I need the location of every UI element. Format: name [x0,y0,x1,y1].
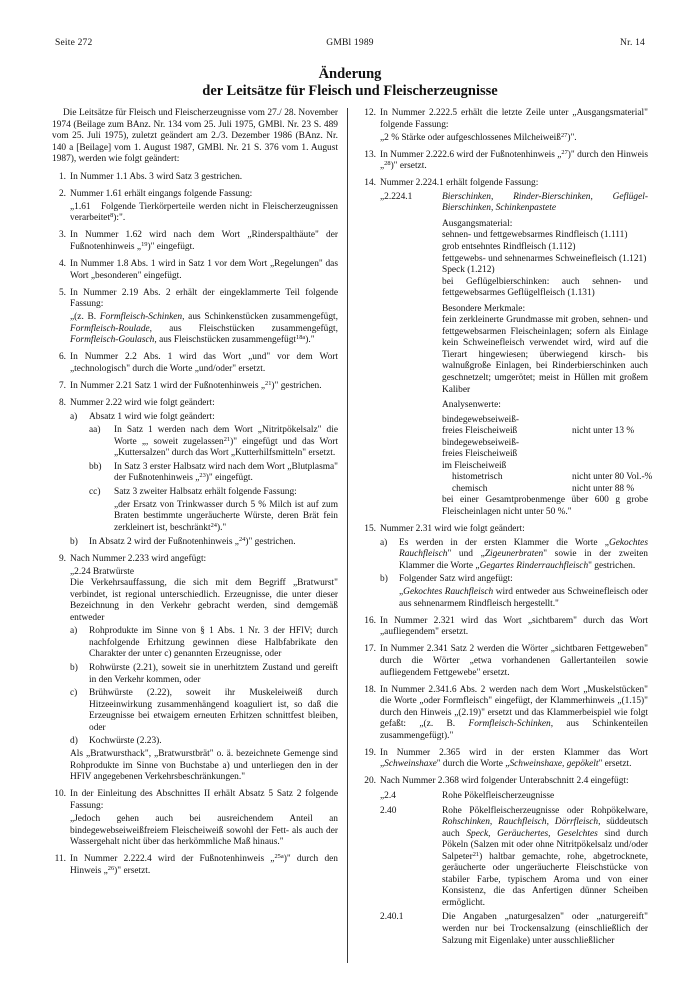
definition-heading-row [380,192,648,215]
numbered-item [52,172,338,184]
item-text: Nach Nummer 2.368 wird folgender Unterabschnitt 2.4 eingefügt: [380,776,629,787]
sub-item-text: Folgender Satz wird angefügt: [399,574,513,585]
quoted-intro: Die Verkehrsauffassung, die sich mit dem Begriff „Bratwurst" verbindet, ist regional unterschiedlich. Erzeugnisse, die unter dieser Bezeichnung in den Verkehr gebracht werden, sind demgemäß entweder [70,578,338,623]
item-text: In Nummer 2.341 Satz 2 werden die Wörter „sichtbaren Fettgeweben" durch die Wörter „etwa vorhandenen Gallertanteilen sowie aufliegendem Fettgewebe" ersetzt. [380,644,648,678]
sub-item-text: Es werden in der ersten Klammer die Worte „Gekochtes Rauchfleisch" und „Zigeunerbraten" sowie in der zweiten Klammer die Worte „Gegartes Rinderrauchfleisch" gestrichen. [399,537,648,571]
item-number: 12. [364,108,376,118]
numbered-item [52,854,338,877]
numbered-item [362,178,653,518]
item-text: In Nummer 1.1 Abs. 3 wird Satz 3 gestrichen. [70,171,243,182]
item-number: 9. [58,553,66,564]
analysenwerte-value: nicht unter 88 % [572,483,635,494]
analysenwerte-row [442,426,648,438]
item-number: 18. [364,684,376,695]
provision-number: „1.61 [70,201,91,212]
item-number: 7. [58,380,66,391]
sub-item [70,736,338,748]
item-number: 1. [58,171,66,182]
item-text: In Nummer 2.365 wird in der ersten Klammer das Wort „Schweinshaxe" durch die Worte „Schweinshaxe, gepökelt" ersetzt. [380,747,648,770]
definition-title: Bierschinken, Rinder-Bierschinken, Geflügel-Bierschinken, Schinkenpastete [442,191,648,214]
item-text: In Nummer 2.2 Abs. 1 wird das Wort „und" vor dem Wort „technologisch" durch die Worte „und/oder" ersetzt. [70,352,338,374]
sub-item [380,538,648,573]
item-number: 13. [364,149,376,160]
left-column [52,108,338,968]
item-number: 5. [58,287,66,298]
sub-item-text: Rohwürste (2.21), soweit sie in unerhitztem Zustand und gereift in den Verkehr kommen, oder [89,662,338,685]
item-text: In Nummer 2.321 wird das Wort „sichtbarem" durch das Wort „aufliegendem" ersetzt. [380,615,648,638]
ausgangsmaterial-line: sehnen- und fettgewebsarmes Rindfleisch (1.111) [442,230,628,241]
item-number: 2. [58,188,66,199]
item-number: 14. [364,178,376,189]
sub-sub-item-label: cc) [89,486,101,497]
sub-item [70,412,338,535]
sub-item-text: Rohprodukte im Sinne von § 1 Abs. 1 Nr. 3 der HFlV; durch nachfolgende Erhitzung gewinnen diese Halbfabrikate den Charakter der unter c) genannten Erzeugnisse, oder [89,626,338,660]
subsection-entry [380,806,648,910]
quoted-provision: „Jedoch gehen auch bei ausreichendem Anteil an bindegewebseiweißfreiem Fleischeiweiß sowohl der Fett- als auch der Wassergehalt nicht über das herkömmliche Maß hinaus." [70,814,338,848]
numbered-item [52,259,338,282]
sub-sub-item-text: In Satz 1 werden nach dem Wort „Nitritpökelsalz" die Worte „, soweit zugelassen$^{21}$)" eingefügt und das Wort „Kuttersalzen" durch das Wort „Kutterhilfsmitteln" ersetzt. [114,425,338,459]
column-divider [347,108,348,963]
entry-number: 2.40 [380,805,397,816]
definition-number: „2.224.1 [380,191,413,202]
analysenwerte-row [442,415,648,427]
issue-number: Nr. 14 [620,38,645,48]
sub-sub-item-text: Satz 3 zweiter Halbsatz erhält folgende Fassung: [114,486,297,497]
sub-sub-item [89,462,338,485]
analysenwerte-label: histometrisch [452,472,503,483]
analysenwerte-row [442,461,648,473]
ausgangsmaterial-line: grob entsehntes Rindfleisch (1.112) [442,241,576,252]
entry-text: Die Angaben „naturgesalzen" oder „naturgereift" werden nur bei Trockensalzung (einschließlich der Salzung mit Eigenlake) unter ausschließlicher [442,912,648,946]
ausgangsmaterial-line: Speck (1.212) [442,265,495,276]
numbered-item [52,789,338,848]
lead-paragraph: Die Leitsätze für Fleisch und Fleischerzeugnisse vom 27./ 28. November 1974 (Beilage zum BAnz. Nr. 134 vom 25. Juli 1975, GMBl. Nr. 23 S. 489 vom 25. Juli 1975), zuletzt geändert am 2./3. Dezember 1986 (BAnz. Nr. 140 a [Beilage] vom 1. August 1987, GMBl. Nr. 21 S. 376 vom 1. August 1987), werden wie folgt geändert: [52,108,338,165]
item-number: 4. [58,259,66,270]
item-text: Nummer 2.224.1 erhält folgende Fassung: [380,178,539,189]
ausgangsmaterial-line: bei Geflügelbierschinken: auch sehnen- und fettgewebsarmes Geflügelfleisch (1.131) [442,276,648,299]
sub-item [70,663,338,686]
analysen-tail: bei einer Gesamtprobenmenge über 600 g grobe Fleischeinlagen nicht unter 50 %." [442,495,648,517]
sub-item-label: a) [70,626,78,637]
subsection-entries [380,791,648,947]
entry-text: Rohe Pökelfleischerzeugnisse [442,790,555,801]
ausgangsmaterial-heading: Ausgangsmaterial: [442,218,513,229]
item-number: 6. [58,352,66,363]
quoted-provision: „der Ersatz von Trinkwasser durch 5 % Milch ist auf zum Braten bestimmte ungeräucherte Würste, deren Brät fein zerkleinert ist, beschränkt$^{24}$)." [114,499,338,533]
quoted-provision: „(z. B. Formfleisch-Schinken, aus Schinkenstücken zusammengefügt, Formfleisch-Roulade, aus Fleischstücken zusammengefügt, Formfleisch-Goulasch, aus Fleischstücken zusammengefügt$^{18a}$)." [70,312,338,346]
item-text: Nummer 1.61 erhält eingangs folgende Fassung: [70,188,253,199]
journal-title: GMBl 1989 [326,38,374,48]
analysenwerte-label: chemisch [452,483,488,494]
numbered-item [52,288,338,347]
entry-number: „2.4 [380,790,396,801]
sub-sub-item-text: In Satz 3 erster Halbsatz wird nach dem Wort „Blutplasma" der Fußnotenhinweis „$^{23}$)" eingefügt. [114,461,338,484]
item-text: Nach Nummer 2.233 wird angefügt: [70,553,207,564]
sub-item-label: d) [70,736,78,747]
definition-block [380,191,653,519]
numbered-item [362,616,648,639]
ausgangsmaterial-line: fettgewebs- und sehnenarmes Schweinefleisch (1.121) [442,253,647,264]
subsection-entry [380,912,648,947]
numbered-item [52,352,338,375]
item-text: In Nummer 1.8 Abs. 1 wird in Satz 1 vor dem Wort „Regelungen" das Wort „besonderen" eingefügt. [70,259,338,281]
item-text: In Nummer 2.222.5 erhält die letzte Zeile unter „Ausgangsmaterial" folgende Fassung: [380,108,648,130]
subsection-entry [380,791,648,803]
entry-text: Rohe Pökelfleischerzeugnisse oder Rohpökelware, Rohschinken, Rauchfleisch, Dörrfleisch, süddeutsch auch Speck, Geräuchertes, Geselchtes sind durch Pökeln (Salzen mit oder ohne Nitritpökelsalz und/oder Salpeter$^{21}$) haltbar gemachte, rohe, abgetrocknete, geräucherte oder ungeräucherte Fleischstücke von stabiler Farbe, typischem Aroma und von einer Konsistenz, die das Anfertigen dünner Scheiben ermöglicht. [442,805,648,908]
analysenwerte-label: bindegewebseiweiß- [442,414,520,425]
analysenwerte-label: bindegewebseiweiß- [442,437,520,448]
numbered-item [52,554,338,784]
sub-item-label: b) [380,574,388,585]
sub-item-label: c) [70,688,78,699]
sub-item [70,688,338,734]
analysenwerte-label: freies Fleischeiweiß [442,426,518,437]
right-column [362,108,653,968]
analysenwerte-label: im Fleischeiweiß [442,460,507,471]
item-number: 20. [364,776,376,787]
item-text: Nummer 2.22 wird wie folgt geändert: [70,397,215,408]
item-number: 3. [58,230,66,241]
analysenwerte-row [442,484,648,496]
analysenwerte-label: freies Fleischeiweiß [442,449,518,460]
quoted-provision: „Gekochtes Rauchfleisch wird entweder aus Schweinefleisch oder aus sehnenarmem Rindfleisch hergestellt." [399,587,649,609]
sub-item-label: a) [70,411,78,422]
quoted-heading: „2.24 Bratwürste [70,566,135,577]
definition-body [380,219,648,396]
title-line-1: Änderung [318,66,382,82]
item-number: 16. [364,615,376,626]
sub-item-label: b) [70,536,78,547]
analysenwerte-row [442,438,648,450]
item-text: In der Einleitung des Abschnittes II erhält Absatz 5 Satz 2 folgende Fassung: [70,789,338,811]
entry-number: 2.40.1 [380,912,404,923]
numbered-item [362,150,648,173]
sub-item-text: Absatz 1 wird wie folgt geändert: [89,411,215,422]
item-text: In Nummer 2.222.6 wird der Fußnotenhinweis „$^{27}$)" durch den Hinweis „$^{28}$)" ersetzt. [380,148,648,172]
numbered-item [362,748,648,771]
merkmale-heading: Besondere Merkmale: [442,303,526,314]
numbered-item [362,524,648,610]
item-number: 15. [364,524,376,535]
numbered-item [362,108,648,144]
analysen-heading-wrap [380,400,648,412]
quoted-provision: „2 % Stärke oder aufgeschlossenes Milcheiweiß$^{27}$)". [380,131,577,143]
item-number: 17. [364,644,376,655]
sub-item-text: Kochwürste (2.23). [89,736,162,747]
analysen-heading: Analysenwerte: [442,400,501,411]
analysenwerte-value: nicht unter 13 % [572,426,635,437]
quoted-provision: „1.61 Folgende Tierkörperteile werden nicht in Fleischerzeugnissen verarbeitet$^8$):". [70,201,338,224]
analysenwerte-row [442,449,648,461]
sub-item [70,537,338,549]
analysenwerte-value: nicht unter 80 Vol.-% [572,472,653,483]
numbered-item [52,398,338,548]
sub-sub-item [89,487,338,535]
item-text: Nummer 2.31 wird wie folgt geändert: [380,524,525,535]
sub-sub-item [89,425,338,460]
item-text: In Nummer 2.21 Satz 1 wird der Fußnotenhinweis „$^{21}$)" gestrichen. [70,379,322,391]
item-number: 11. [54,854,66,865]
numbered-item [362,685,648,743]
numbered-item [52,381,338,393]
sub-sub-item-label: aa) [89,425,101,436]
item-number: 19. [364,747,376,758]
sub-item-label: a) [380,537,388,548]
item-number: 10. [54,789,66,800]
quoted-outro: Als „Bratwursthack", „Bratwurstbrät" o. ä. bezeichnete Gemenge sind Rohprodukte im Sinne von Buchstabe a) und unterliegen den in der HFlV angegebenen Verkehrsbeschränkungen." [70,749,338,783]
numbered-item [52,230,338,253]
analysenwerte-row [442,472,653,484]
item-text: In Nummer 2.222.4 wird der Fußnotenhinweis „$^{25a}$)" durch den Hinweis „$^{26}$)" ersetzt. [70,853,338,876]
numbered-item [362,776,648,947]
item-number: 8. [58,397,66,408]
merkmale-text: fein zerkleinerte Grundmasse mit groben, sehnen- und fettgewebsarmen Fleischeinlagen; sofern als Einlage kein Schweinefleisch verwendet wird, wird auf die Tierart hingewiesen; überwiegend kirsch- bis walnußgroße Einlagen, bei Rinderbierschinken auch geschnetzelt; umgerötet; meist in Hüllen mit großem Kaliber [442,315,648,395]
sub-item-text: Brühwürste (2.22), soweit ihr Muskeleiweiß durch Hitzeeinwirkung zusammenhängend koaguliert ist, so daß die Erzeugnisse bei etwaigem erneuten Erhitzen schnittfest bleiben, oder [89,688,338,733]
title-line-2: der Leitsätze für Fleisch und Fleischerzeugnisse [202,83,498,99]
item-text: In Nummer 2.19 Abs. 2 erhält der eingeklammerte Teil folgende Fassung: [70,287,338,310]
numbered-item [362,644,648,679]
body-columns [52,108,653,968]
item-text: In Nummer 1.62 wird nach dem Wort „Rinderspalthäute" der Fußnotenhinweis „$^{19}$)" eingefügt. [70,230,338,252]
item-text: In Nummer 2.341.6 Abs. 2 werden nach dem Wort „Muskelstücken" die Worte „oder Formfleisch" eingefügt, der Klammerhinweis „(1.15)" durch den Hinweis „(2.19)" ersetzt und das Klammerbeispiel wie folgt gefaßt: „(z. B. Formfleisch-Schinken, aus Schinkenteilen zusammengefügt)." [380,684,648,741]
sub-item [70,626,338,661]
running-head [55,38,645,54]
sub-item-label: b) [70,662,78,673]
page-number-left: Seite 272 [55,38,93,48]
analysenwerte-table [380,414,653,496]
numbered-item [52,189,338,225]
sub-item-text: In Absatz 2 wird der Fußnotenhinweis „$^{24}$)" gestrichen. [89,535,296,547]
sub-sub-item-label: bb) [89,461,102,472]
sub-item [380,574,648,610]
page-title [55,66,645,100]
